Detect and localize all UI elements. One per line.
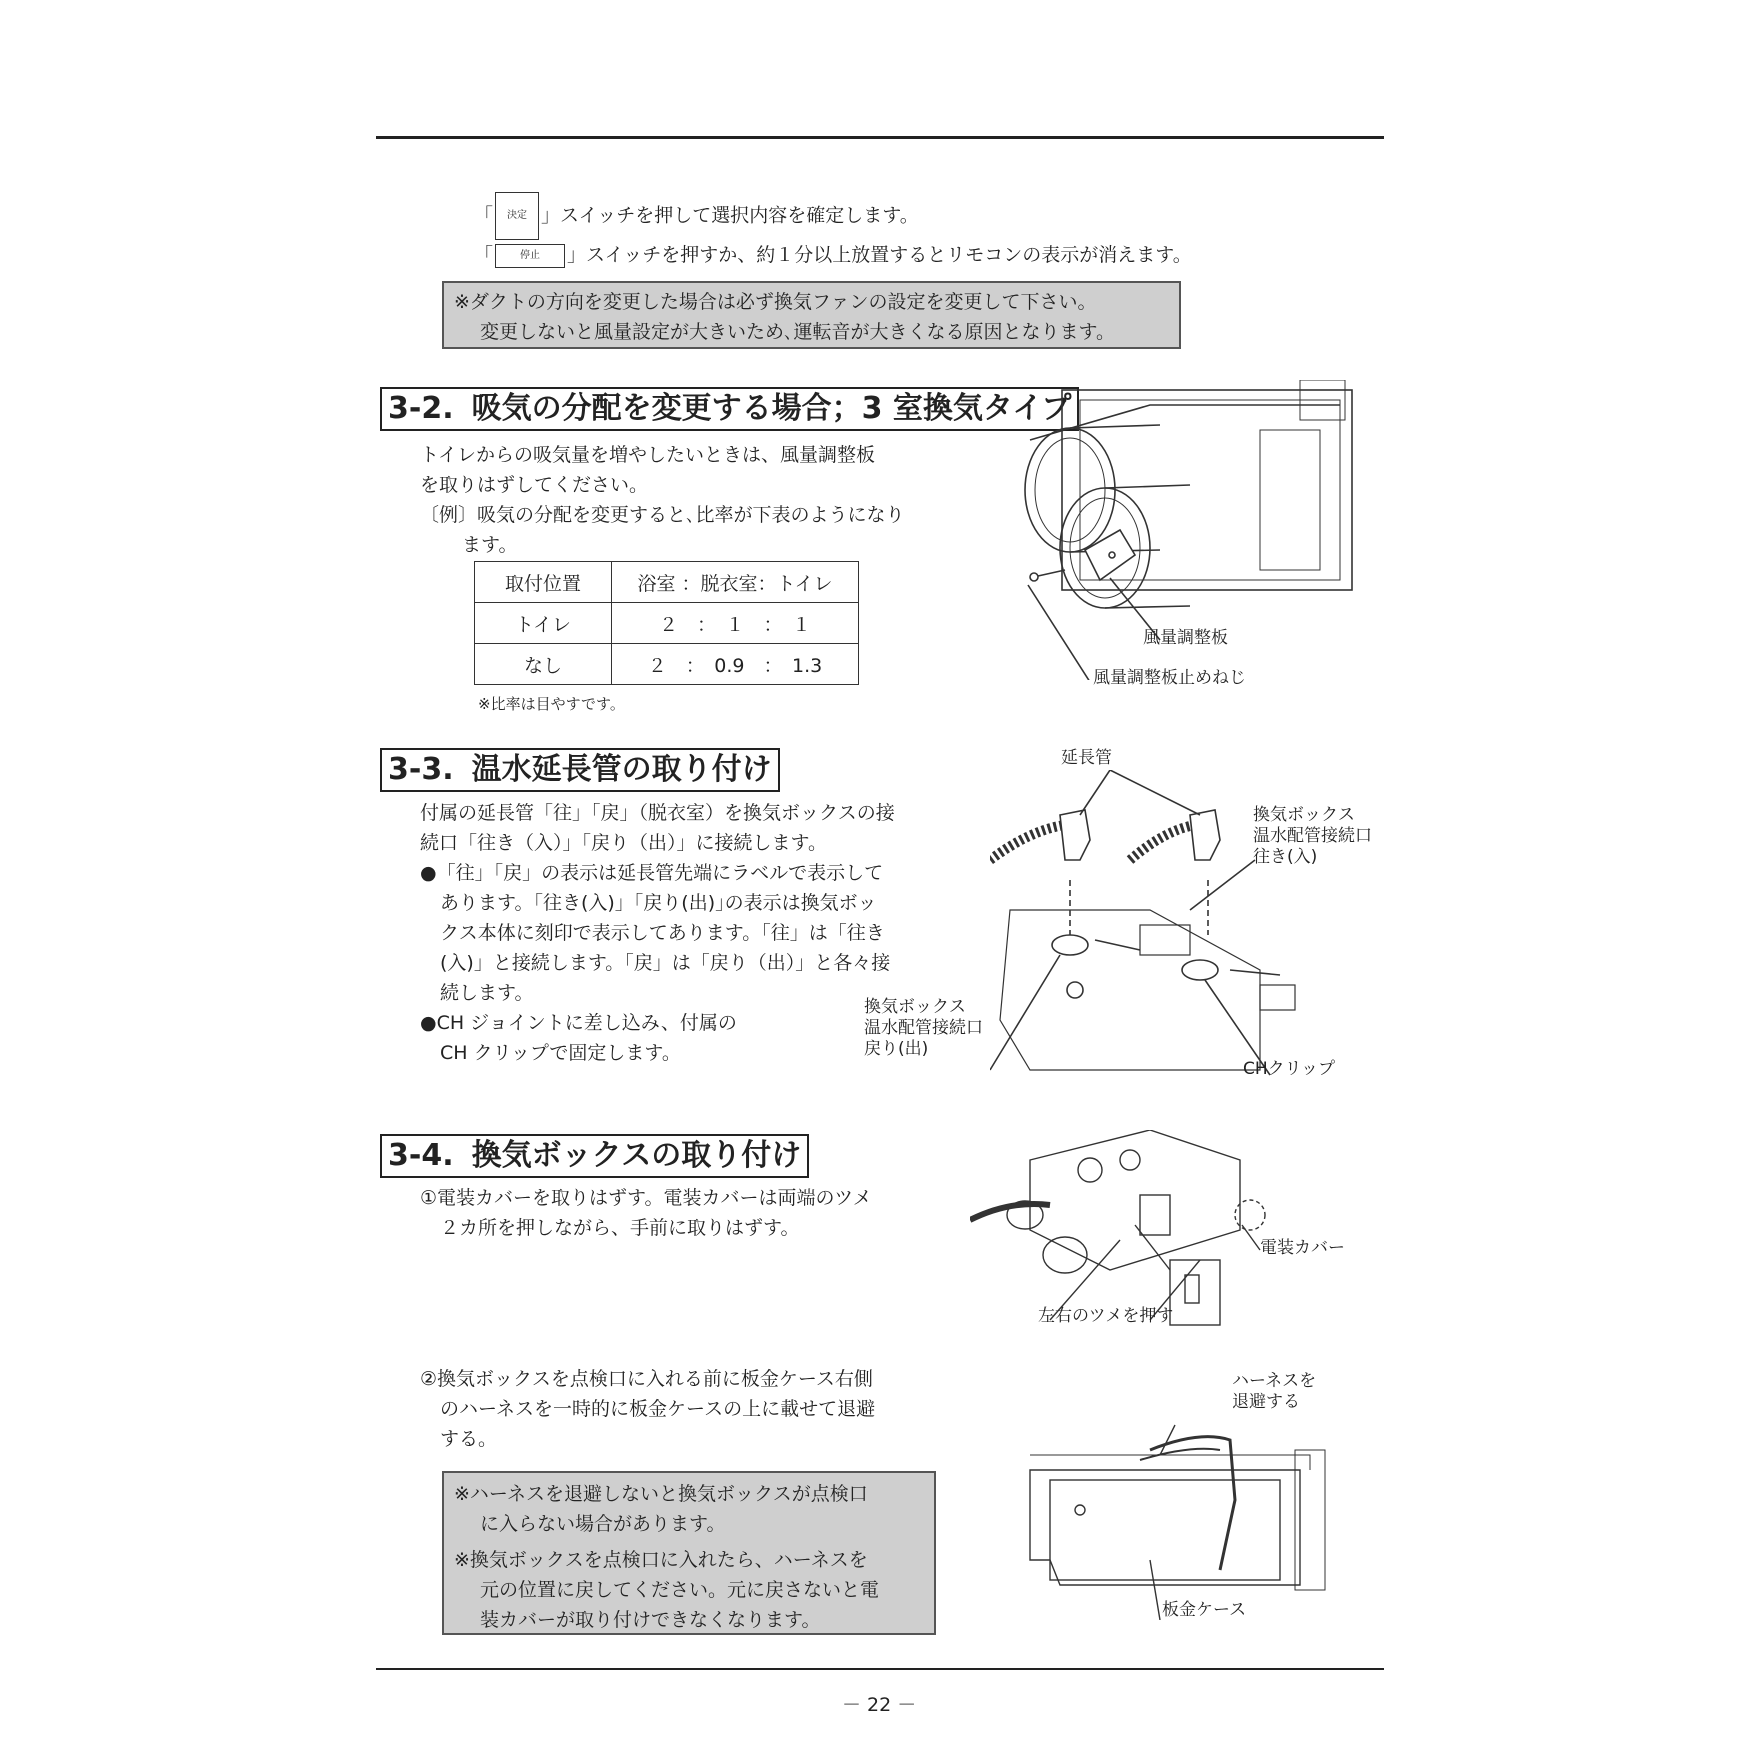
harness-note: ※ハーネスを退避しないと換気ボックスが点検口 に入らない場合があります。 ※換気ボックスを点検口に入れたら、ハーネスを 元の位置に戻してください。元に戻さないと電 装カバーが取り付けできなくなります。: [442, 1471, 936, 1635]
section-3-3-heading: 3-3. 温水延長管の取り付け: [380, 748, 780, 792]
stop-instruction: 「 停止 」スイッチを押すか、約１分以上放置するとリモコンの表示が消えます。: [474, 244, 1192, 266]
section-3-4-heading: 3-4. 換気ボックスの取り付け: [380, 1134, 809, 1178]
step2-text: ②換気ボックスを点検口に入れる前に板金ケース右側 のハーネスを一時的に板金ケースの上に載せて退避 する。: [420, 1368, 876, 1450]
decide-key-icon: 決定: [495, 192, 539, 240]
press-tabs-label: 左右のツメを押す: [1038, 1306, 1174, 1326]
damper-screw-label: 風量調整板止めねじ: [1093, 668, 1246, 688]
table-row: トイレ ２ ： １ ： １: [475, 603, 859, 644]
cover-figure: [970, 1130, 1270, 1330]
page-number: － 22 －: [842, 1694, 917, 1716]
decide-instruction: 「 決定 」スイッチを押して選択内容を確定します。: [474, 192, 919, 240]
ch-clip-label: CHクリップ: [1243, 1059, 1335, 1079]
extension-pipe-label: 延長管: [1061, 748, 1112, 768]
top-rule: [376, 136, 1384, 139]
duct-note: ※ダクトの方向を変更した場合は必ず換気ファンの設定を変更して下さい。 変更しないと風量設定が大きいため､運転音が大きくなる原因となります。: [442, 281, 1181, 349]
cover-label: 電装カバー: [1260, 1238, 1345, 1258]
step1-text: ①電装カバーを取りはずす。電装カバーは両端のツメ ２カ所を押しながら、手前に取りはずす。: [420, 1187, 872, 1239]
harness-figure: [1020, 1420, 1340, 1620]
table-row: なし ２ ： 0.9 ： 1.3: [475, 644, 859, 685]
ratio-footnote: ※比率は目やすです。: [478, 695, 625, 713]
section-3-3-text: 付属の延長管「往」「戻」（脱衣室）を換気ボックスの接 続口「往き（入）」「戻り（出）」に接続します。 ●「往」「戻」の表示は延長管先端にラベルで表示して あります。「往き(入)」｢戻り(出)｣の表示は換気ボッ クス本体に刻印で表示してあります。「往」は「往き (入)」と接続します。「戻」は「戻り（出）」と各々接 続します。 ●CH ジョイントに差し込み、付属の CH クリップで固定します。: [420, 802, 895, 1064]
table-row: 取付位置 浴室 ：脱衣室：トイレ: [475, 562, 859, 603]
inlet-label: 換気ボックス 温水配管接続口 往き(入): [1253, 805, 1372, 867]
stop-key-icon: 停止: [495, 244, 565, 268]
section-3-2-heading: 3-2. 吸気の分配を変更する場合；3 室換気タイプ: [380, 387, 1079, 431]
outlet-label: 換気ボックス 温水配管接続口 戻り(出): [864, 997, 983, 1059]
bottom-rule: [376, 1668, 1384, 1670]
damper-label: 風量調整板: [1143, 628, 1228, 648]
retract-harness-label: ハーネスを 退避する: [1232, 1371, 1317, 1412]
section-3-2-text: トイレからの吸気量を増やしたいときは、風量調整板 を取りはずしてください。 〔例〕吸気の分配を変更すると､比率が下表のようになり ます。: [420, 444, 905, 556]
sheet-metal-case-label: 板金ケース: [1162, 1600, 1247, 1620]
ratio-table: [474, 561, 859, 685]
